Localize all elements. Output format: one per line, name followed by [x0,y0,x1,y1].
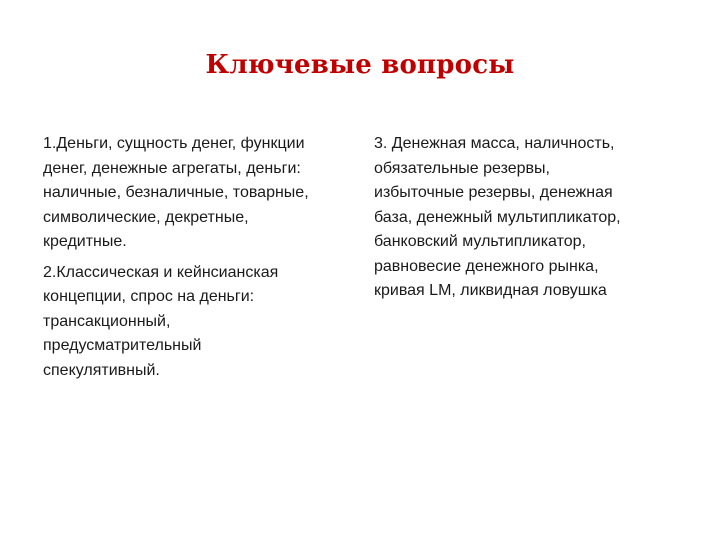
question-2: 2.Классическая и кейнсианская концепции, спрос на деньги: трансакционный, предусматрительный спекулятивный. [43,263,279,379]
right-column [374,132,674,310]
question-1: 1.Деньги, сущность денег, функции денег, денежные агрегаты, деньги: наличные, безналичные, товарные, символические, декретные, кредитные. [43,135,309,250]
question-3: 3. Денежная масса, наличность, обязательные резервы, избыточные резервы, денежная база, денежный мультипликатор, банковский мультипликатор, равновесие денежного рынка, кривая LM, ликвидная ловушка [374,135,621,299]
slide-title: Ключевые вопросы [205,50,515,80]
left-column [43,132,365,389]
